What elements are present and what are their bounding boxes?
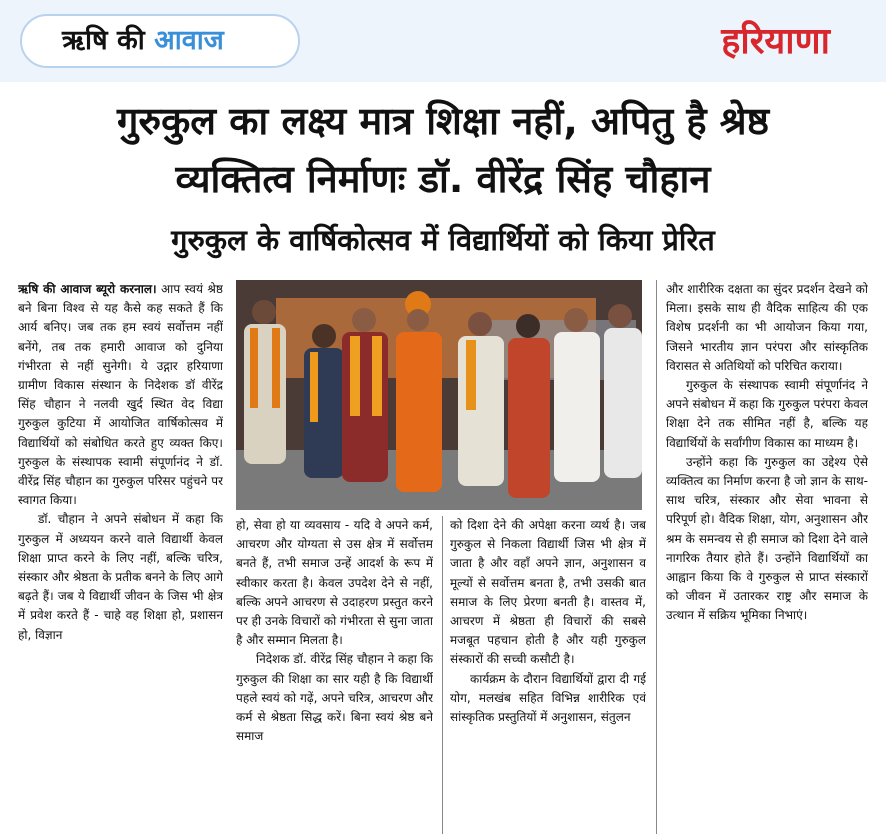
subheadline: गुरुकुल के वार्षिकोत्सव में विद्यार्थियों को किया प्रेरित xyxy=(171,223,715,257)
section-label xyxy=(20,14,300,68)
event-photo-illustration xyxy=(236,280,642,510)
column-divider xyxy=(442,516,443,834)
article-column-2 xyxy=(236,516,433,834)
paragraph: गुरुकुल के संस्थापक स्वामी संपूर्णानंद ने अपने संबोधन में कहा कि गुरुकुल परंपरा केवल शिक्षा देने तक सीमित नहीं है, बल्कि यह विद्यार्थियों के सर्वांगीण विकास का माध्यम है। xyxy=(666,378,868,450)
article-column-4 xyxy=(666,280,868,832)
paragraph: हो, सेवा हो या व्यवसाय - यदि वे अपने कर्म, आचरण और योग्यता से उस क्षेत्र में सर्वोत्तम बनते हैं, तभी समाज उन्हें आदर्श के रूप में स्वीकार करता है। केवल उपदेश देने से नहीं, बल्कि अपने आचरण से उदाहरण प्रस्तुत करने पर ही उनके विचारों को गंभीरता से सुना जाता है और सम्मान मिलता है। xyxy=(236,518,433,648)
headline-line-1: गुरुकुल का लक्ष्य मात्र शिक्षा नहीं, अपितु है श्रेष्ठ xyxy=(116,99,770,143)
paragraph: और शारीरिक दक्षता का सुंदर प्रदर्शन देखने को मिला। इसके साथ ही वैदिक साहित्य की एक विशेष प्रदर्शनी का भी आयोजन किया गया, जिसने भारतीय ज्ञान परंपरा और सांस्कृतिक विरासत से अतिथियों को परिचित कराया। xyxy=(666,282,868,373)
byline: ऋषि की आवाज ब्यूरो करनाल। xyxy=(18,282,157,296)
paragraph: डॉ. चौहान ने अपने संबोधन में कहा कि गुरुकुल में अध्ययन करने वाले विद्यार्थी केवल शिक्षा प्राप्त करने के लिए नहीं, बल्कि चरित्र, संस्कार और श्रेष्ठता के प्रतीक बनने के लिए आगे बढ़ते हैं। जब ये विद्यार्थी जीवन के जिस भी क्षेत्र में प्रवेश करते हैं - चाहे वह शिक्षा हो, प्रशासन हो, विज्ञान xyxy=(18,512,223,642)
event-photo xyxy=(236,280,642,510)
article-column-1 xyxy=(18,280,223,832)
paragraph: को दिशा देने की अपेक्षा करना व्यर्थ है। जब गुरुकुल से निकला विद्यार्थी जिस भी क्षेत्र में जाता है और वहाँ अपने ज्ञान, अनुशासन व मूल्यों से सर्वोत्तम बनता है, तभी उसकी बात समाज के लिए प्रेरणा बनती है। वास्तव में, आचरण में श्रेष्ठता ही विचारों की सबसे मजबूत पहचान होती है और यही गुरुकुल संस्कारों की सच्ची कसौटी है। xyxy=(450,518,646,667)
state-label: हरियाणा xyxy=(721,21,830,62)
column-divider xyxy=(656,280,657,834)
paragraph: निदेशक डॉ. वीरेंद्र सिंह चौहान ने कहा कि गुरुकुल की शिक्षा का सार यही है कि विद्यार्थी पहले स्वयं को गढ़ें, अपने चरित्र, आचरण और कर्म से श्रेष्ठता सिद्ध करें। बिना स्वयं श्रेष्ठ बने समाज xyxy=(236,652,433,744)
article-column-3 xyxy=(450,516,646,834)
headline xyxy=(18,92,868,208)
paragraph: आप स्वयं श्रेष्ठ बने बिना विश्व से यह कैसे कह सकते हैं कि आर्य बनिए। जब तक हम स्वयं सर्वोत्तम नहीं बनेंगे, तब तक हमारी आवाज को दुनिया गंभीरता से नहीं सुनेगी। ये उद्गार हरियाणा ग्रामीण विकास संस्थान के निदेशक डॉ वीरेंद्र सिंह चौहान ने नलवी खुर्द स्थित वेद विद्या गुरुकुल कुटिया में आयोजित वार्षिकोत्सव में विद्यार्थियों को संबोधित करते हुए व्यक्त किए। गुरुकुल के संस्थापक स्वामी संपूर्णानंद ने डॉ. वीरेंद्र सिंह चौहान का गुरुकुल परिसर पहुंचने पर स्वागत किया। xyxy=(18,282,223,508)
section-label-part2: आवाज xyxy=(154,25,224,56)
paragraph: कार्यक्रम के दौरान विद्यार्थियों द्वारा दी गई योग, मलखंब सहित विभिन्न शारीरिक एवं सांस्कृतिक प्रस्तुतियों में अनुशासन, संतुलन xyxy=(450,671,646,725)
section-label-part1: ऋषि की xyxy=(62,25,155,56)
paragraph: उन्होंने कहा कि गुरुकुल का उद्देश्य ऐसे व्यक्तित्व का निर्माण करना है जो ज्ञान के साथ-साथ चरित्र, संस्कार और सेवा भावना से परिपूर्ण हो। वैदिक शिक्षा, योग, अनुशासन और श्रम के समन्वय से ही समाज को दिशा देने वाले नागरिक तैयार होते हैं। उन्होंने विद्यार्थियों का आह्वान किया कि वे गुरुकुल से प्राप्त संस्कारों को जीवन में उतारकर राष्ट्र और समाज के उत्थान में सक्रिय भूमिका निभाएं। xyxy=(666,454,868,623)
headline-line-2: व्यक्तित्व निर्माणः डॉ. वीरेंद्र सिंह चौहान xyxy=(175,157,711,201)
